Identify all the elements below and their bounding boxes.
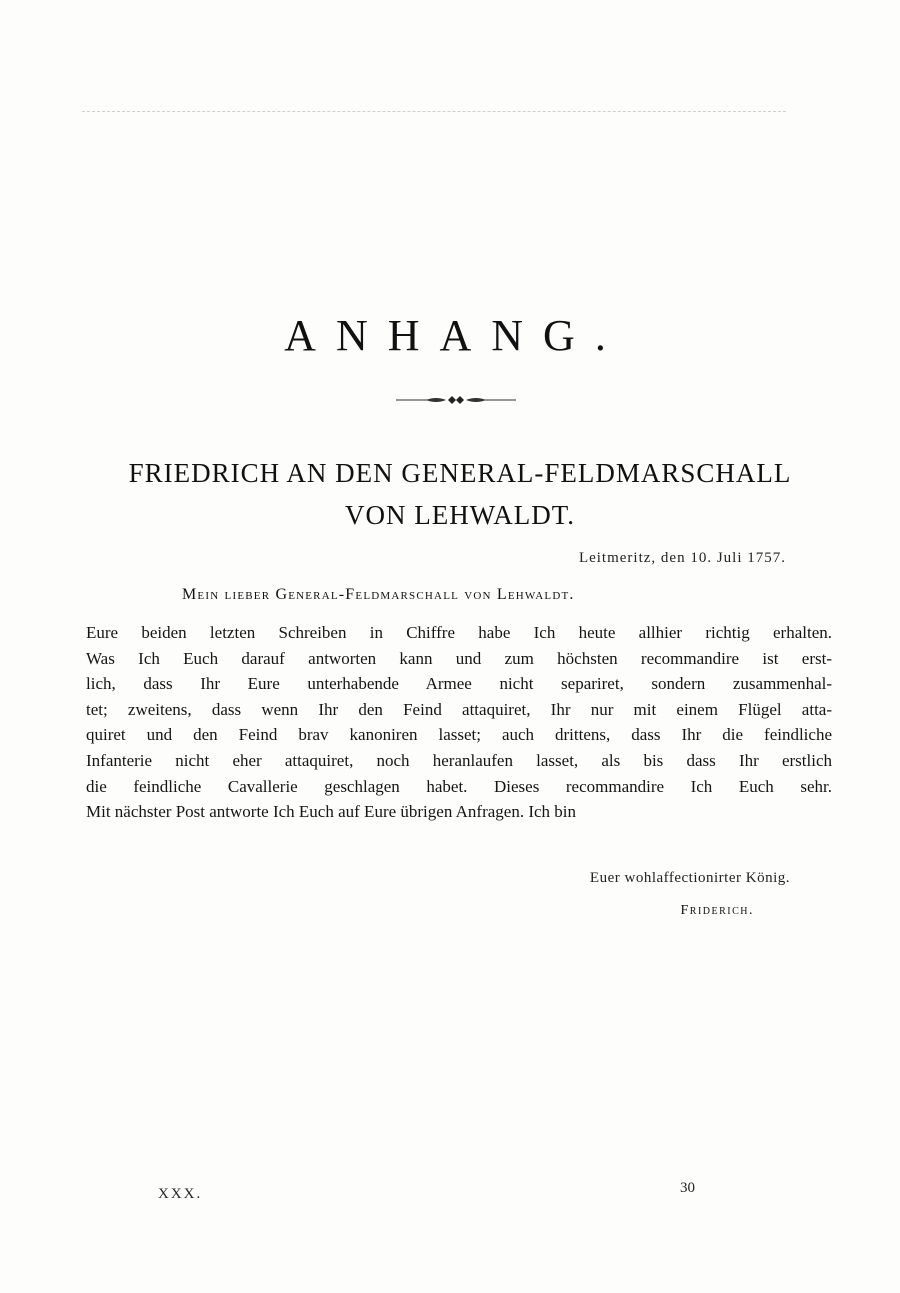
body-line: Mit nächster Post antworte Ich Euch auf Eure übrigen Anfragen. Ich bin [86, 802, 577, 822]
body-line: Infanterie nicht eher attaquiret, noch heranlaufen lasset, als bis dass Ihr erstlich [86, 750, 832, 770]
body-line: lich, dass Ihr Eure unterhabende Armee nicht separiret, sondern zusammenhal- [86, 674, 832, 694]
ornament-divider [396, 392, 516, 408]
body-line: die feindliche Cavallerie geschlagen habet. Dieses recommandire Ich Euch sehr. [86, 776, 832, 796]
letter-title-line1: FRIEDRICH AN DEN GENERAL-FELDMARSCHALL [128, 458, 792, 488]
signature: Friderich. [680, 903, 754, 918]
signature-mark: XXX. [158, 1186, 203, 1202]
section-title: ANHANG. [284, 311, 626, 360]
salutation: Mein lieber General-Feldmarschall von Lehwaldt. [182, 586, 575, 603]
top-rule [82, 111, 786, 112]
body-line: Was Ich Euch darauf antworten kann und zum höchsten recommandire ist erst- [86, 648, 832, 668]
letter-body [86, 620, 832, 825]
body-line: Eure beiden letzten Schreiben in Chiffre habe Ich heute allhier richtig erhalten. [86, 623, 832, 642]
page-number: 30 [680, 1180, 695, 1196]
letter-title-line2: VON LEHWALDT. [345, 500, 575, 530]
closing: Euer wohlaffectionirter König. [589, 870, 790, 886]
body-line: tet; zweitens, dass wenn Ihr den Feind attaquiret, Ihr nur mit einem Flügel atta- [86, 699, 832, 719]
dateline: Leitmeritz, den 10. Juli 1757. [578, 550, 786, 566]
body-line: quiret und den Feind brav kanoniren lasset; auch drittens, dass Ihr die feindliche [86, 725, 832, 745]
